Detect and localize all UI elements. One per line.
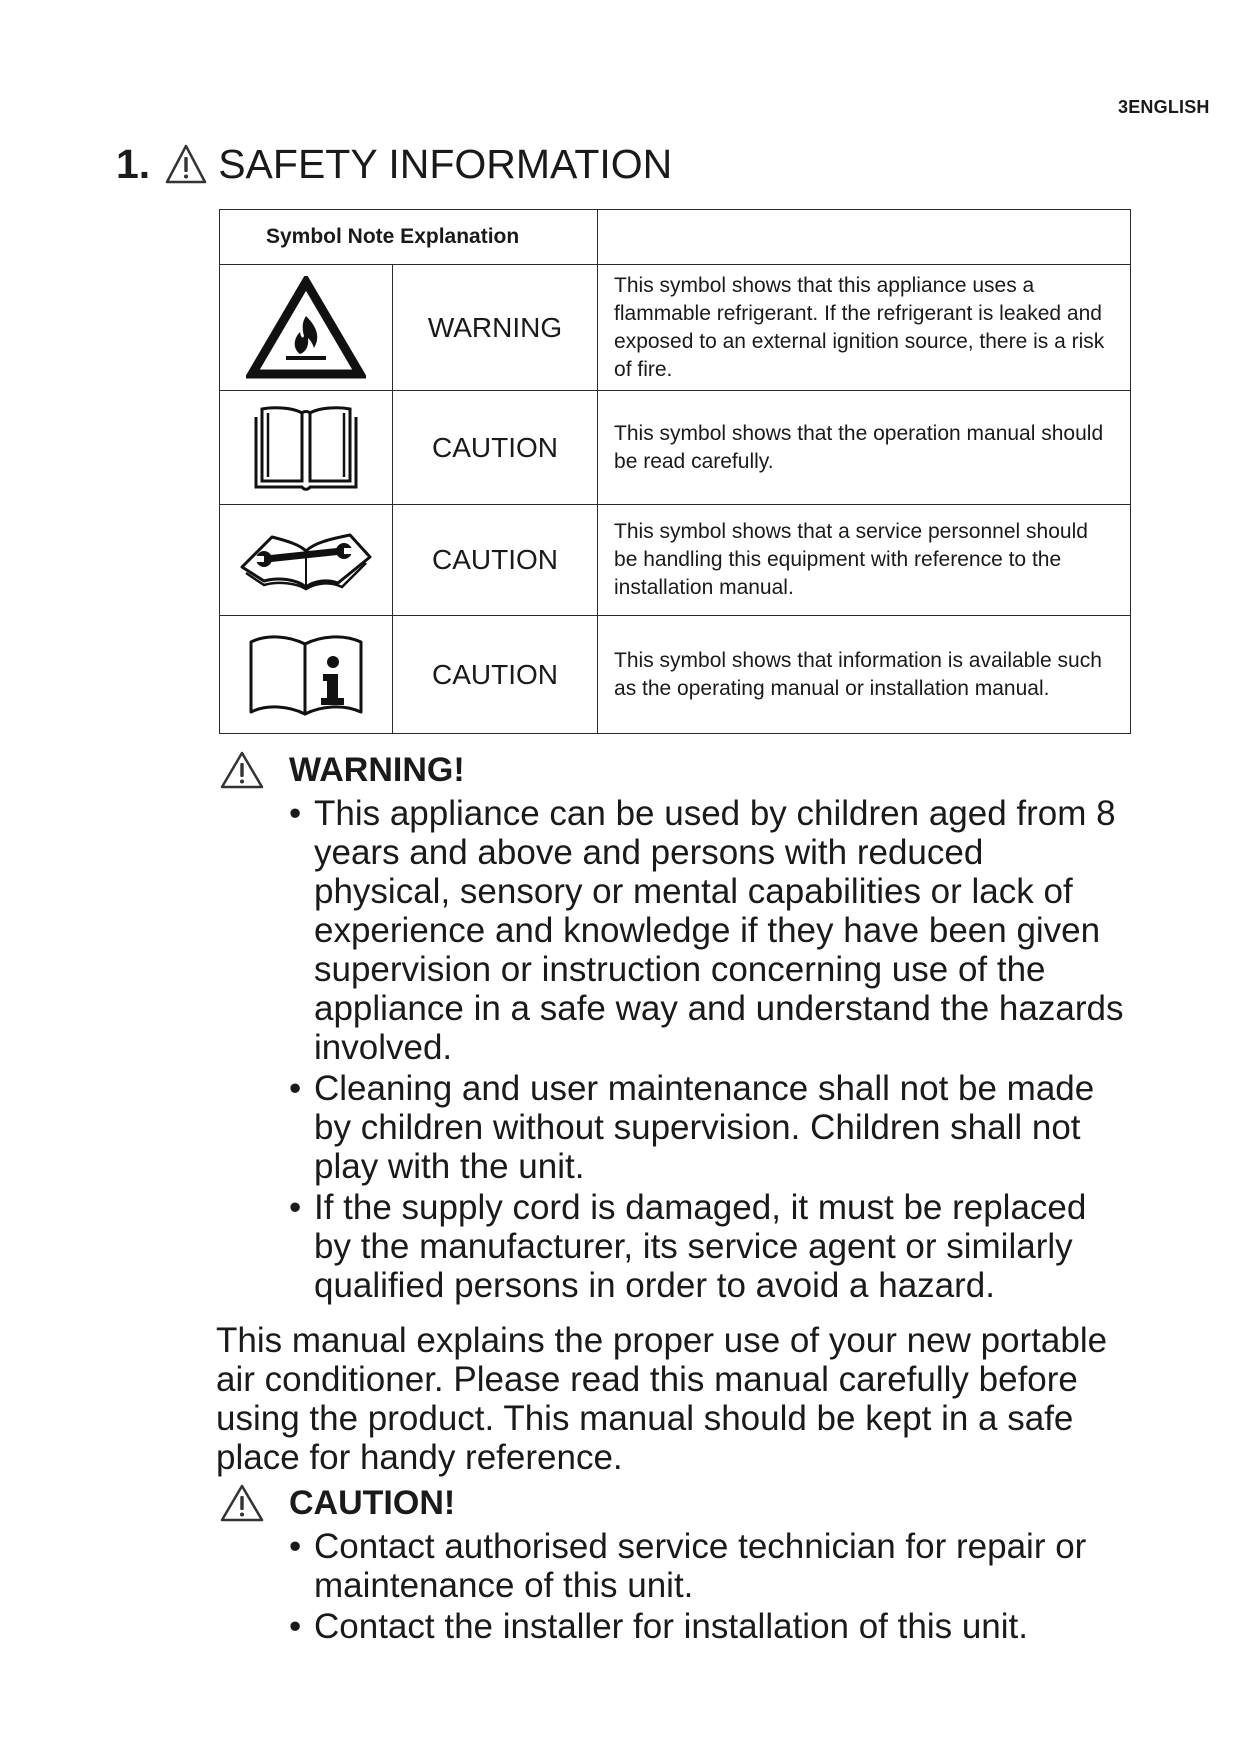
symbol-table-header: Symbol Note Explanation	[220, 210, 598, 265]
table-row	[220, 265, 1131, 391]
caution-list	[219, 1527, 1129, 1646]
warning-notice	[219, 750, 1129, 1307]
warning-triangle-icon	[219, 1483, 265, 1523]
section-title	[116, 140, 672, 188]
explanation-text: This symbol shows that this appliance uses a flammable refrigerant. If the refrigerant is leaked and exposed to an external ignition source, there is a risk of fire.	[598, 265, 1131, 391]
list-item: • This appliance can be used by children aged from 8 years and above and persons with reduced physical, sensory or mental capabilities or lack of experience and knowledge if they have been given supervision or instruction concerning use of the appliance in a safe way and understand the hazards involved.	[289, 794, 1129, 1067]
section-number: 1.	[116, 141, 151, 187]
operation-manual-icon	[252, 403, 360, 493]
table-row	[220, 505, 1131, 616]
note-label: CAUTION	[393, 505, 598, 616]
warning-title: WARNING!	[289, 751, 465, 789]
warning-list	[219, 794, 1129, 1305]
note-label: WARNING	[393, 265, 598, 391]
note-label: CAUTION	[393, 616, 598, 734]
intro-paragraph: This manual explains the proper use of your new portable air conditioner. Please read this manual carefully before using the product. This manual should be kept in a safe place for handy reference.	[216, 1321, 1108, 1477]
information-manual-icon	[247, 632, 365, 718]
table-row	[220, 616, 1131, 734]
page-header: 3ENGLISH	[1118, 97, 1210, 117]
list-item: • Cleaning and user maintenance shall not be made by children without supervision. Children shall not play with the unit.	[289, 1069, 1129, 1186]
explanation-text: This symbol shows that the operation manual should be read carefully.	[598, 391, 1131, 505]
caution-notice	[219, 1483, 1129, 1648]
symbol-table-header-row	[220, 210, 1131, 265]
caution-title: CAUTION!	[289, 1484, 456, 1522]
explanation-text: This symbol shows that information is available such as the operating manual or installation manual.	[598, 616, 1131, 734]
symbol-table	[219, 209, 1131, 734]
list-item: • Contact the installer for installation of this unit.	[289, 1607, 1129, 1646]
flammable-warning-icon	[246, 276, 366, 380]
list-item: • Contact authorised service technician for repair or maintenance of this unit.	[289, 1527, 1129, 1605]
warning-triangle-icon	[164, 143, 208, 185]
table-row	[220, 391, 1131, 505]
section-heading: SAFETY INFORMATION	[218, 141, 673, 187]
warning-triangle-icon	[219, 750, 265, 790]
list-item: • If the supply cord is damaged, it must be replaced by the manufacturer, its service agent or similarly qualified persons in order to avoid a hazard.	[289, 1188, 1129, 1305]
explanation-text: This symbol shows that a service personnel should be handling this equipment with reference to the installation manual.	[598, 505, 1131, 616]
note-label: CAUTION	[393, 391, 598, 505]
service-manual-wrench-icon	[238, 529, 374, 591]
